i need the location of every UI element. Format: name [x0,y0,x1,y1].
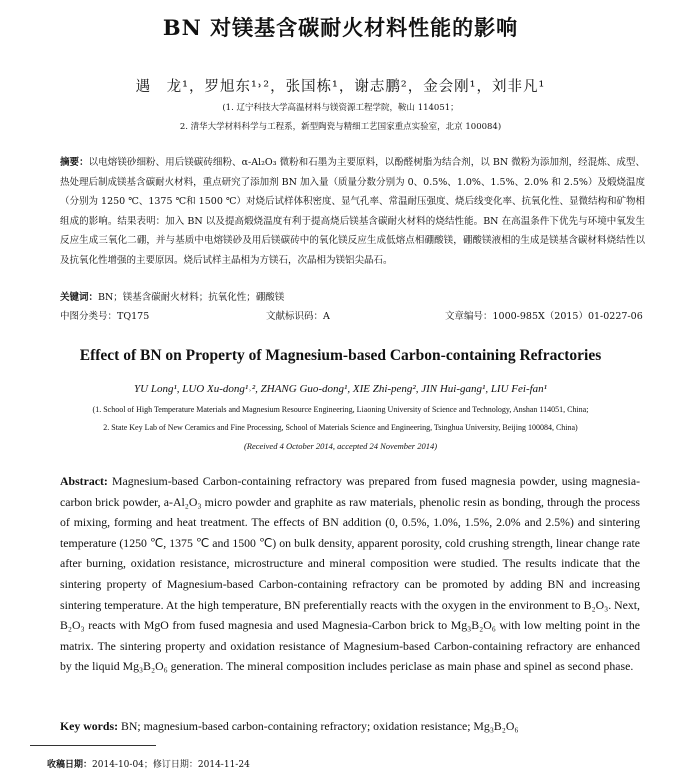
abstract-cn-text: 以电熔镁砂细粉、用后镁碳砖细粉、α-Al₂O₃ 微粉和石墨为主要原料，以酚醛树脂为结合剂，以 BN 微粉为添加剂，经混炼、成型、热处理后制成镁基含碳耐火材料，重点研究了添加剂 BN 加入量（质量分数分别为 0、0.5%、1.0%、1.5%、2.0% 和 2.5%）及煅烧温度（分别为 1250 ℃、1375 ℃和 1500 ℃）对烧后试样体积密度、显气孔率、常温耐压强度、烧后线变化率、抗氧化性、显微结构和矿物相组成的影响。结果表明：加入 BN 以及提高煅烧温度有利于提高烧后镁基含碳耐火材料的烧结性能。BN 在高温条件下优先与环境中氧发生反应生成三氧化二硼，并与基质中电熔镁砂及用后镁碳砖中的氧化镁反应生成低熔点相硼酸镁，硼酸镁液相的生成是镁基含碳材料烧结性以及抗氧化性增强的主要原因。烧后试样主晶相为方镁石，次晶相为镁铝尖晶石。 [60,157,646,266]
affiliation-en-1: (1. School of High Temperature Materials and Magnesium Resource Engineering, Liaoning University of Science and Technology, Anshan 114051, China; [92,405,589,414]
keywords-cn-text: BN；镁基含碳耐火材料；抗氧化性；硼酸镁 [98,292,285,303]
affiliation-en-2: 2. State Key Lab of New Ceramics and Fine Processing, School of Materials Science and Engineering, Tsinghua University, Beijing 100084, China) [103,423,578,432]
document-code: 文献标识码：A [266,311,330,322]
keywords-en [60,719,519,734]
authors-en: YU Long¹, LUO Xu-dong¹˒², ZHANG Guo-dong¹, XIE Zhi-peng², JIN Hui-gang¹, LIU Fei-fan¹ [134,383,547,395]
article-number: 文章编号：1000-985X（2015）01-0227-06 [445,311,643,322]
abstract-cn [60,153,645,270]
abstract-en-label: Abstract: [60,474,108,488]
authors-cn: 遇 龙¹，罗旭东¹˒²，张国栋¹，谢志鹏²，金会刚¹，刘非凡¹ [135,79,546,95]
abstract-en [60,471,640,677]
clc-number: 中图分类号：TQ175 [60,311,150,322]
abstract-en-text: Magnesium-based Carbon-containing refractory was prepared from fused magnesia powder, using magnesia-carbon brick powder, a-Al₂O₃ micro powder and graphite as raw materials, phenolic resin as bonding, through the process of mixing, forming and heat treatment. The effects of BN addition (0, 0.5%, 1.0%, 1.5%, 2.0% and 2.5%) and sintering temperature (1250 ℃, 1375 ℃ and 1500 ℃) on bulk density, apparent porosity, cold crushing strength, linear change rate after burning, oxidation resistance, microstructure and mineral composition were studied. The results indicate that the sintering property of Magnesium-based Carbon-containing refractory can be promoted by adding BN and increasing sintering temperature. At the high temperature, BN preferentially reacts with the oxygen in the environment to B₂O₃. Next, B₂O₃ reacts with MgO from fused magnesia and used Magnesia-Carbon brick to Mg₃B₂O₆ with low melting point in the matrix. The sintering property and oxidation resistance of Magnesium-based Carbon-containing refractory are enhanced by the liquid Mg₃B₂O₆ generation. The mineral composition includes periclase as main phase and spinel as second phase. [60,474,640,674]
keywords-en-text: BN; magnesium-based carbon-containing refractory; oxidation resistance; Mg₃B₂O₆ [118,719,519,733]
affiliation-cn-2: 2. 清华大学材料科学与工程系，新型陶瓷与精细工艺国家重点实验室，北京 100084) [179,122,502,132]
paper-title-cn: BN 对镁基含碳耐火材料性能的影响 [162,15,519,40]
keywords-cn-label: 关键词： [60,292,99,303]
keywords-cn [60,289,284,303]
footnote-divider [30,745,156,746]
footnote-text: 2014-10-04；修订日期：2014-11-24 [92,760,250,770]
footnote-dates [47,757,250,770]
affiliation-cn-1: (1. 辽宁科技大学高温材料与镁资源工程学院，鞍山 114051； [222,103,459,113]
abstract-cn-label: 摘要： [60,157,89,168]
paper-title-en: Effect of BN on Property of Magnesium-based Carbon-containing Refractories [79,347,602,364]
footnote-label: 收稿日期： [47,760,93,770]
received-dates-en: (Received 4 October 2014, accepted 24 November 2014) [243,441,438,451]
keywords-en-label: Key words: [60,719,118,733]
